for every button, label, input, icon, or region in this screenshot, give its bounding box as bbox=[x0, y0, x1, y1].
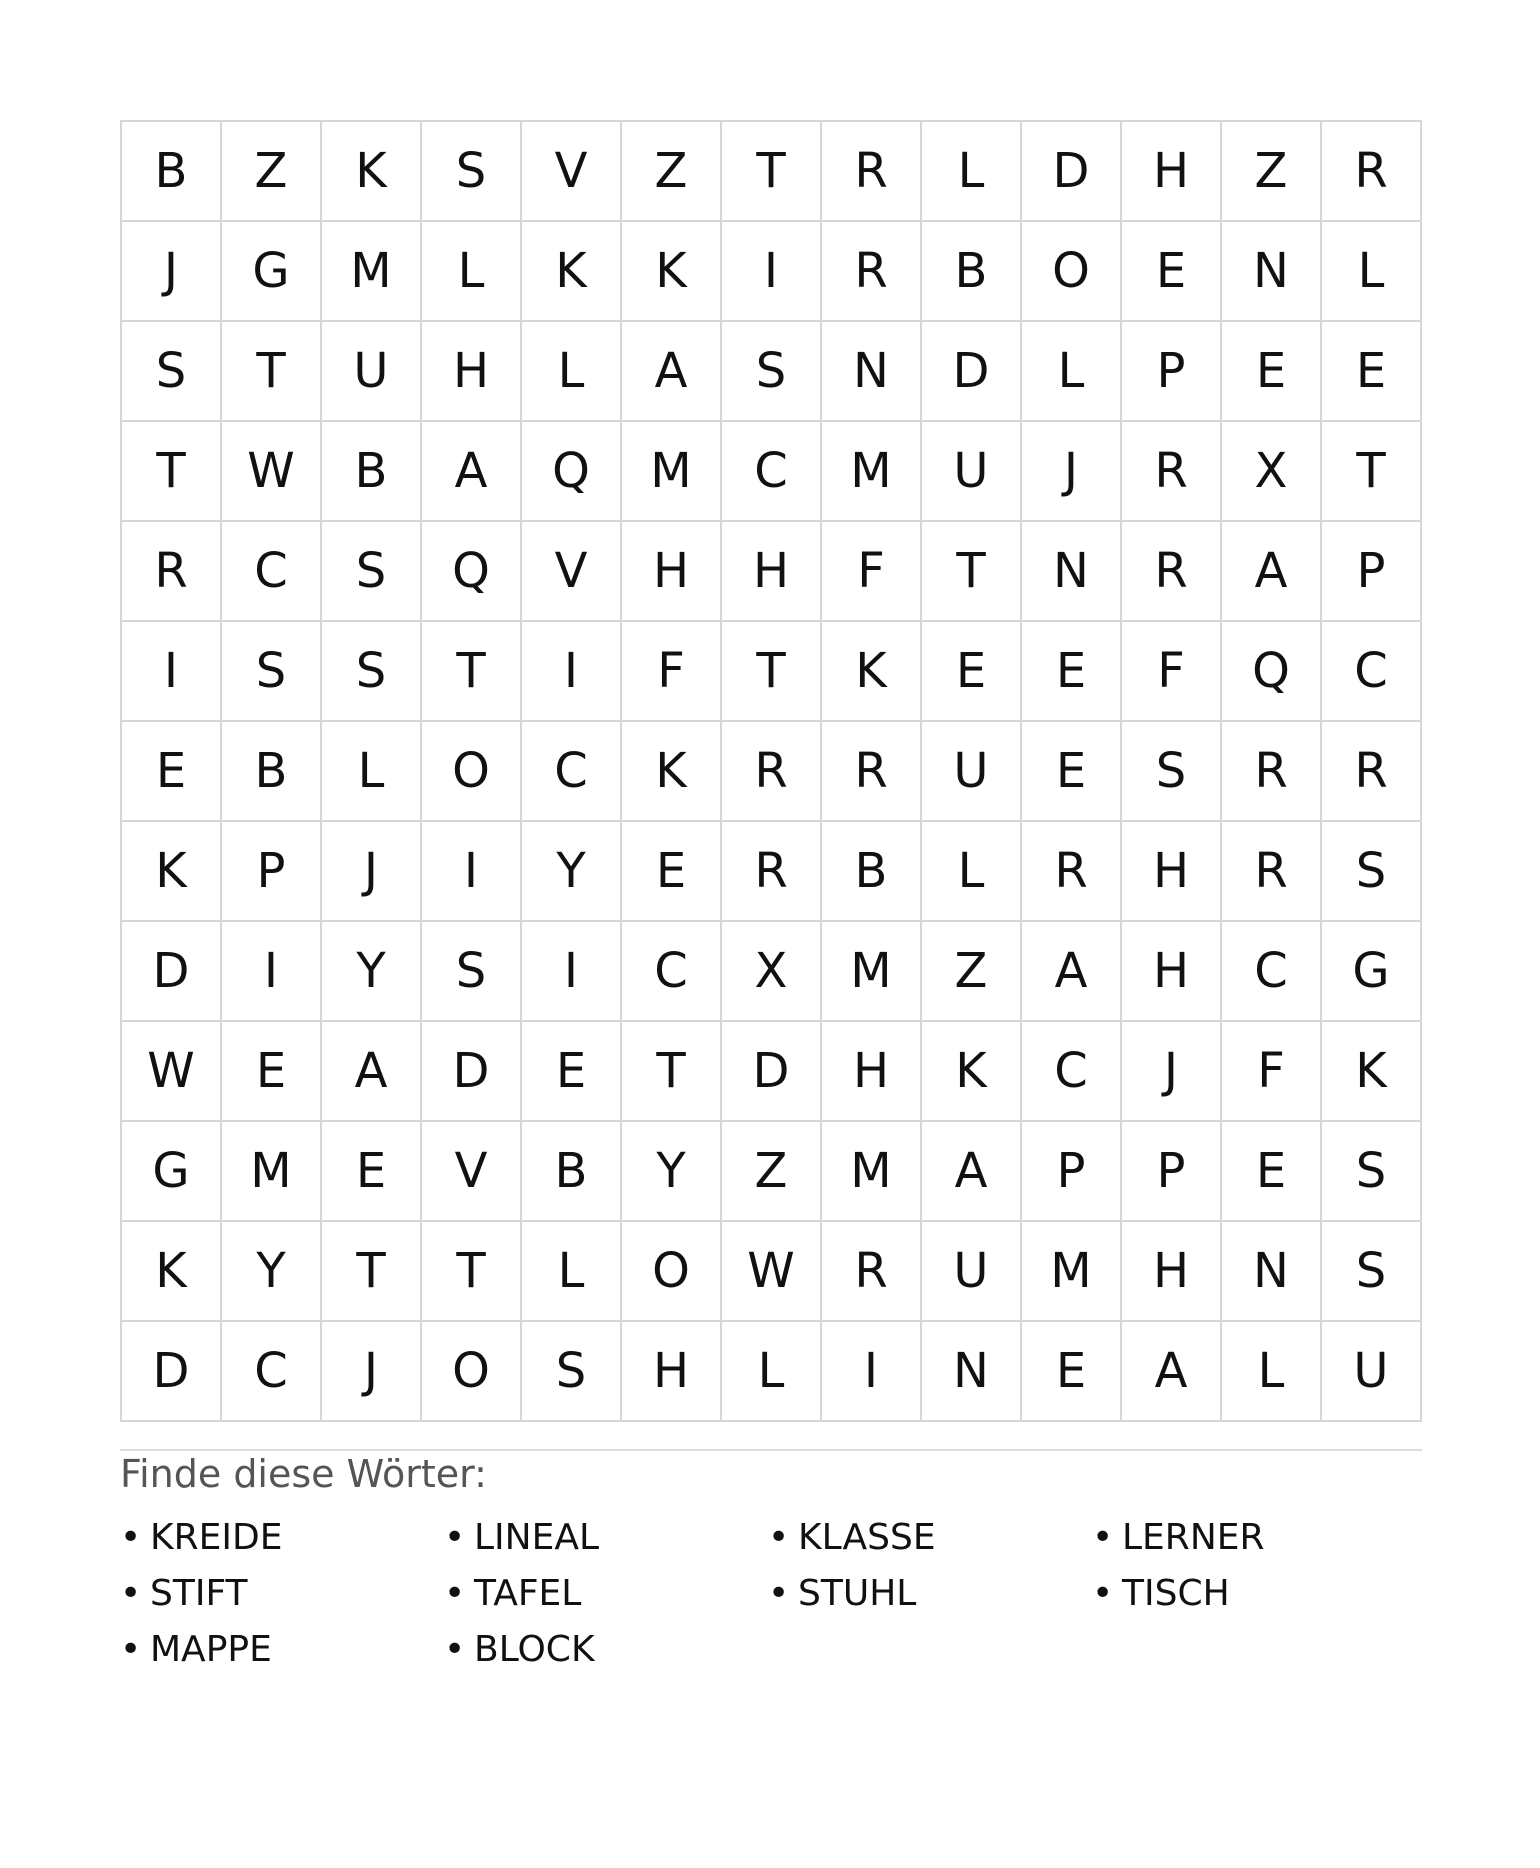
grid-cell[interactable]: E bbox=[1022, 1322, 1122, 1422]
grid-cell[interactable]: J bbox=[1022, 422, 1122, 522]
grid-cell[interactable]: I bbox=[822, 1322, 922, 1422]
grid-cell[interactable]: Y bbox=[222, 1222, 322, 1322]
word-label: KREIDE bbox=[150, 1517, 283, 1558]
grid-cell[interactable]: R bbox=[1022, 822, 1122, 922]
bullet-icon: • bbox=[444, 1517, 466, 1558]
grid-cell[interactable]: E bbox=[922, 622, 1022, 722]
grid-cell[interactable]: T bbox=[722, 622, 822, 722]
grid-cell[interactable]: D bbox=[922, 322, 1022, 422]
grid-cell[interactable]: R bbox=[1322, 722, 1422, 822]
grid-cell[interactable]: C bbox=[622, 922, 722, 1022]
grid-cell[interactable]: M bbox=[1022, 1222, 1122, 1322]
grid-cell[interactable]: A bbox=[1222, 522, 1322, 622]
grid-cell[interactable]: L bbox=[722, 1322, 822, 1422]
grid-cell[interactable]: E bbox=[1022, 722, 1122, 822]
grid-cell[interactable]: V bbox=[522, 522, 622, 622]
grid-cell[interactable]: S bbox=[422, 922, 522, 1022]
grid-cell[interactable]: E bbox=[522, 1022, 622, 1122]
grid-cell[interactable]: H bbox=[1122, 1222, 1222, 1322]
grid-cell[interactable]: H bbox=[722, 522, 822, 622]
word-list-item bbox=[1092, 1566, 1416, 1622]
grid-cell[interactable]: A bbox=[422, 422, 522, 522]
grid-cell[interactable]: E bbox=[1122, 222, 1222, 322]
grid-cell[interactable]: R bbox=[822, 722, 922, 822]
grid-cell[interactable]: K bbox=[122, 822, 222, 922]
grid-cell[interactable]: C bbox=[1222, 922, 1322, 1022]
grid-cell[interactable]: W bbox=[122, 1022, 222, 1122]
grid-cell[interactable]: S bbox=[522, 1322, 622, 1422]
word-list-item bbox=[120, 1510, 444, 1566]
grid-cell[interactable]: Y bbox=[522, 822, 622, 922]
grid-cell[interactable]: S bbox=[222, 622, 322, 722]
word-list-item bbox=[768, 1566, 1092, 1622]
grid-cell[interactable]: T bbox=[622, 1022, 722, 1122]
grid-cell[interactable]: M bbox=[622, 422, 722, 522]
grid-cell[interactable]: T bbox=[122, 422, 222, 522]
grid-cell[interactable]: K bbox=[922, 1022, 1022, 1122]
grid-cell[interactable]: Q bbox=[422, 522, 522, 622]
grid-cell[interactable]: L bbox=[322, 722, 422, 822]
word-list bbox=[120, 1510, 1422, 1678]
grid-cell[interactable]: H bbox=[1122, 922, 1222, 1022]
grid-cell[interactable]: R bbox=[1222, 822, 1322, 922]
grid-cell[interactable]: E bbox=[122, 722, 222, 822]
grid-cell[interactable]: D bbox=[1022, 122, 1122, 222]
grid-cell[interactable]: I bbox=[522, 922, 622, 1022]
grid-cell[interactable]: J bbox=[322, 1322, 422, 1422]
letter-grid bbox=[120, 120, 1422, 1422]
grid-cell[interactable]: D bbox=[122, 922, 222, 1022]
grid-cell[interactable]: K bbox=[822, 622, 922, 722]
grid-cell[interactable]: E bbox=[1222, 1122, 1322, 1222]
word-list-item bbox=[444, 1510, 768, 1566]
word-list-item bbox=[768, 1510, 1092, 1566]
grid-cell[interactable]: G bbox=[222, 222, 322, 322]
grid-cell[interactable]: T bbox=[422, 1222, 522, 1322]
word-list-item bbox=[120, 1566, 444, 1622]
grid-cell[interactable]: V bbox=[422, 1122, 522, 1222]
grid-cell[interactable]: K bbox=[1322, 1022, 1422, 1122]
grid-cell[interactable]: S bbox=[1322, 822, 1422, 922]
grid-cell[interactable]: P bbox=[222, 822, 322, 922]
grid-cell[interactable]: C bbox=[1022, 1022, 1122, 1122]
grid-cell[interactable]: Q bbox=[1222, 622, 1322, 722]
grid-cell[interactable]: L bbox=[1222, 1322, 1322, 1422]
grid-cell[interactable]: Y bbox=[322, 922, 422, 1022]
bullet-icon: • bbox=[1092, 1517, 1114, 1558]
bullet-icon: • bbox=[1092, 1573, 1114, 1614]
grid-cell[interactable]: K bbox=[522, 222, 622, 322]
grid-cell[interactable]: R bbox=[122, 522, 222, 622]
grid-cell[interactable]: M bbox=[822, 922, 922, 1022]
word-list-heading: Finde diese Wörter: bbox=[120, 1452, 487, 1496]
bullet-icon: • bbox=[444, 1573, 466, 1614]
bullet-icon: • bbox=[768, 1573, 790, 1614]
grid-cell[interactable]: T bbox=[1322, 422, 1422, 522]
grid-cell[interactable]: G bbox=[122, 1122, 222, 1222]
grid-cell[interactable]: S bbox=[1322, 1122, 1422, 1222]
grid-cell[interactable]: N bbox=[1222, 222, 1322, 322]
grid-cell[interactable]: H bbox=[622, 522, 722, 622]
grid-cell[interactable]: K bbox=[322, 122, 422, 222]
grid-cell[interactable]: M bbox=[822, 1122, 922, 1222]
grid-cell[interactable]: V bbox=[522, 122, 622, 222]
grid-cell[interactable]: B bbox=[822, 822, 922, 922]
grid-cell[interactable]: D bbox=[122, 1322, 222, 1422]
grid-cell[interactable]: F bbox=[622, 622, 722, 722]
grid-cell[interactable]: L bbox=[1022, 322, 1122, 422]
grid-cell[interactable]: E bbox=[222, 1022, 322, 1122]
grid-cell[interactable]: S bbox=[422, 122, 522, 222]
grid-cell[interactable]: R bbox=[822, 1222, 922, 1322]
word-label: TISCH bbox=[1122, 1573, 1230, 1614]
grid-cell[interactable]: I bbox=[522, 622, 622, 722]
grid-cell[interactable]: W bbox=[722, 1222, 822, 1322]
grid-cell[interactable]: L bbox=[522, 1222, 622, 1322]
grid-cell[interactable]: T bbox=[222, 322, 322, 422]
word-label: MAPPE bbox=[150, 1629, 272, 1670]
bullet-icon: • bbox=[120, 1573, 142, 1614]
grid-cell[interactable]: U bbox=[922, 1222, 1022, 1322]
grid-cell[interactable]: B bbox=[122, 122, 222, 222]
grid-cell[interactable]: T bbox=[922, 522, 1022, 622]
grid-cell[interactable]: W bbox=[222, 422, 322, 522]
grid-cell[interactable]: R bbox=[722, 722, 822, 822]
grid-cell[interactable]: T bbox=[422, 622, 522, 722]
grid-cell[interactable]: O bbox=[422, 1322, 522, 1422]
grid-cell[interactable]: I bbox=[722, 222, 822, 322]
grid-cell[interactable]: D bbox=[722, 1022, 822, 1122]
grid-cell[interactable]: B bbox=[322, 422, 422, 522]
grid-cell[interactable]: R bbox=[822, 222, 922, 322]
grid-cell[interactable]: I bbox=[222, 922, 322, 1022]
grid-cell[interactable]: P bbox=[1122, 1122, 1222, 1222]
grid-cell[interactable]: M bbox=[822, 422, 922, 522]
grid-cell[interactable]: O bbox=[1022, 222, 1122, 322]
grid-cell[interactable]: H bbox=[422, 322, 522, 422]
grid-cell[interactable]: F bbox=[822, 522, 922, 622]
grid-cell[interactable]: K bbox=[622, 222, 722, 322]
word-label: TAFEL bbox=[474, 1573, 582, 1614]
word-label: KLASSE bbox=[798, 1517, 936, 1558]
grid-cell[interactable]: N bbox=[822, 322, 922, 422]
grid-cell[interactable]: E bbox=[622, 822, 722, 922]
grid-cell[interactable]: J bbox=[322, 822, 422, 922]
grid-cell[interactable]: A bbox=[922, 1122, 1022, 1222]
grid-cell[interactable]: N bbox=[1022, 522, 1122, 622]
grid-cell[interactable]: R bbox=[1122, 522, 1222, 622]
grid-cell[interactable]: S bbox=[322, 622, 422, 722]
grid-cell[interactable]: Y bbox=[622, 1122, 722, 1222]
grid-cell[interactable]: R bbox=[722, 822, 822, 922]
grid-cell[interactable]: S bbox=[1122, 722, 1222, 822]
grid-cell[interactable]: F bbox=[1222, 1022, 1322, 1122]
bullet-icon: • bbox=[120, 1629, 142, 1670]
grid-cell[interactable]: C bbox=[722, 422, 822, 522]
grid-cell[interactable]: C bbox=[222, 1322, 322, 1422]
grid-cell[interactable]: Z bbox=[722, 1122, 822, 1222]
grid-cell[interactable]: T bbox=[322, 1222, 422, 1322]
grid-cell[interactable]: E bbox=[322, 1122, 422, 1222]
grid-cell[interactable]: O bbox=[422, 722, 522, 822]
grid-cell[interactable]: L bbox=[422, 222, 522, 322]
bullet-icon: • bbox=[768, 1517, 790, 1558]
grid-cell[interactable]: A bbox=[622, 322, 722, 422]
grid-cell[interactable]: S bbox=[1322, 1222, 1422, 1322]
word-label: BLOCK bbox=[474, 1629, 595, 1670]
grid-cell[interactable]: M bbox=[222, 1122, 322, 1222]
grid-cell[interactable]: C bbox=[222, 522, 322, 622]
grid-cell[interactable]: P bbox=[1122, 322, 1222, 422]
grid-cell[interactable]: X bbox=[1222, 422, 1322, 522]
grid-cell[interactable]: L bbox=[922, 822, 1022, 922]
grid-cell[interactable]: S bbox=[322, 522, 422, 622]
grid-cell[interactable]: C bbox=[1322, 622, 1422, 722]
grid-cell[interactable]: E bbox=[1222, 322, 1322, 422]
grid-cell[interactable]: A bbox=[322, 1022, 422, 1122]
grid-cell[interactable]: C bbox=[522, 722, 622, 822]
grid-cell[interactable]: Q bbox=[522, 422, 622, 522]
grid-cell[interactable]: S bbox=[722, 322, 822, 422]
grid-cell[interactable]: U bbox=[1322, 1322, 1422, 1422]
grid-cell[interactable]: D bbox=[422, 1022, 522, 1122]
word-list-item bbox=[120, 1622, 444, 1678]
grid-cell[interactable]: Z bbox=[922, 922, 1022, 1022]
grid-cell[interactable]: N bbox=[1222, 1222, 1322, 1322]
grid-cell[interactable]: U bbox=[322, 322, 422, 422]
grid-cell[interactable]: M bbox=[322, 222, 422, 322]
grid-cell[interactable]: H bbox=[822, 1022, 922, 1122]
grid-cell[interactable]: E bbox=[1322, 322, 1422, 422]
word-label: STIFT bbox=[150, 1573, 248, 1614]
word-label: STUHL bbox=[798, 1573, 917, 1614]
word-list-item bbox=[1092, 1510, 1416, 1566]
grid-cell[interactable]: E bbox=[1022, 622, 1122, 722]
grid-cell[interactable]: B bbox=[922, 222, 1022, 322]
bullet-icon: • bbox=[120, 1517, 142, 1558]
grid-cell[interactable]: X bbox=[722, 922, 822, 1022]
grid-cell[interactable]: N bbox=[922, 1322, 1022, 1422]
grid-cell[interactable]: L bbox=[922, 122, 1022, 222]
grid-cell[interactable]: J bbox=[1122, 1022, 1222, 1122]
grid-cell[interactable]: A bbox=[1122, 1322, 1222, 1422]
word-label: LINEAL bbox=[474, 1517, 600, 1558]
grid-cell[interactable]: L bbox=[522, 322, 622, 422]
grid-cell[interactable]: R bbox=[1122, 422, 1222, 522]
grid-cell[interactable]: R bbox=[1322, 122, 1422, 222]
grid-cell[interactable]: J bbox=[122, 222, 222, 322]
grid-cell[interactable]: I bbox=[122, 622, 222, 722]
grid-cell[interactable]: Z bbox=[1222, 122, 1322, 222]
grid-cell[interactable]: B bbox=[522, 1122, 622, 1222]
grid-cell[interactable]: Z bbox=[622, 122, 722, 222]
grid-cell[interactable]: R bbox=[1222, 722, 1322, 822]
grid-cell[interactable]: H bbox=[1122, 122, 1222, 222]
grid-cell[interactable]: P bbox=[1022, 1122, 1122, 1222]
grid-cell[interactable]: O bbox=[622, 1222, 722, 1322]
grid-cell[interactable]: I bbox=[422, 822, 522, 922]
grid-cell[interactable]: S bbox=[122, 322, 222, 422]
grid-cell[interactable]: L bbox=[1322, 222, 1422, 322]
grid-cell[interactable]: P bbox=[1322, 522, 1422, 622]
grid-cell[interactable]: U bbox=[922, 422, 1022, 522]
grid-cell[interactable]: B bbox=[222, 722, 322, 822]
grid-cell[interactable]: K bbox=[622, 722, 722, 822]
grid-cell[interactable]: R bbox=[822, 122, 922, 222]
grid-cell[interactable]: Z bbox=[222, 122, 322, 222]
word-list-item bbox=[444, 1566, 768, 1622]
grid-cell[interactable]: F bbox=[1122, 622, 1222, 722]
grid-cell[interactable]: U bbox=[922, 722, 1022, 822]
grid-cell[interactable]: H bbox=[622, 1322, 722, 1422]
grid-cell[interactable]: K bbox=[122, 1222, 222, 1322]
grid-cell[interactable]: H bbox=[1122, 822, 1222, 922]
word-label: LERNER bbox=[1122, 1517, 1265, 1558]
grid-cell[interactable]: G bbox=[1322, 922, 1422, 1022]
grid-cell[interactable]: A bbox=[1022, 922, 1122, 1022]
grid-cell[interactable]: T bbox=[722, 122, 822, 222]
word-list-item bbox=[444, 1622, 768, 1678]
bullet-icon: • bbox=[444, 1629, 466, 1670]
